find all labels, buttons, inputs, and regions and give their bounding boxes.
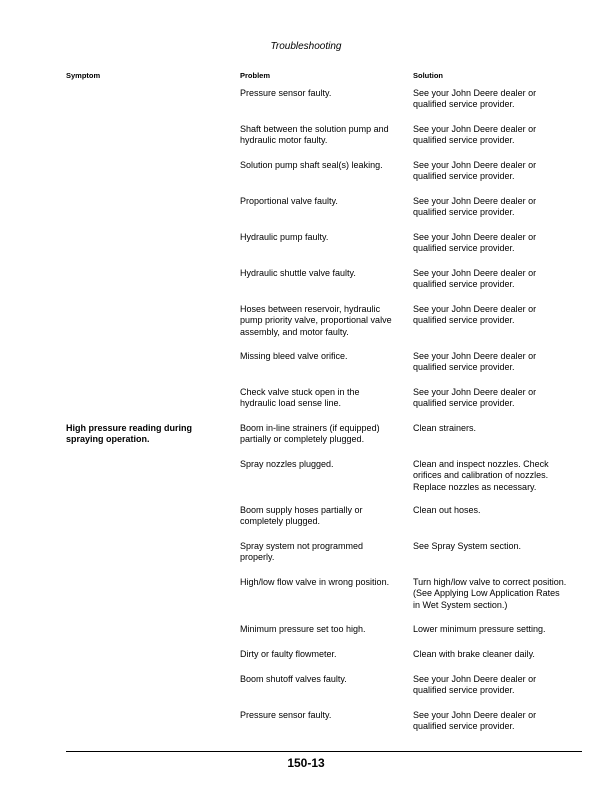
problem-cell: Boom shutoff valves faulty.	[240, 674, 347, 684]
solution-cell: See your John Deere dealer or qualified service provider.	[413, 387, 537, 409]
solution-cell: See your John Deere dealer or qualified service provider.	[413, 124, 537, 146]
problem-cell: Proportional valve faulty.	[240, 196, 338, 206]
footer-divider	[66, 751, 582, 752]
solution-cell: See your John Deere dealer or qualified service provider.	[413, 196, 537, 218]
column-header-symptom: Symptom	[66, 71, 101, 80]
solution-cell: Lower minimum pressure setting.	[413, 624, 546, 634]
solution-cell: Clean out hoses.	[413, 505, 481, 515]
solution-cell: See your John Deere dealer or qualified service provider.	[413, 268, 537, 290]
symptom-high-pressure: High pressure reading during spraying operation.	[66, 423, 193, 445]
problem-cell: Missing bleed valve orifice.	[240, 351, 348, 361]
problem-cell: Check valve stuck open in the hydraulic load sense line.	[240, 387, 360, 409]
problem-cell: Solution pump shaft seal(s) leaking.	[240, 160, 383, 170]
solution-cell: See your John Deere dealer or qualified service provider.	[413, 710, 537, 732]
solution-cell: See your John Deere dealer or qualified service provider.	[413, 304, 537, 326]
solution-cell: Clean and inspect nozzles. Check orifices and calibration of nozzles. Replace nozzles as necessary.	[413, 459, 549, 492]
problem-cell: Dirty or faulty flowmeter.	[240, 649, 337, 659]
column-header-solution: Solution	[413, 71, 443, 80]
problem-cell: Spray nozzles plugged.	[240, 459, 334, 469]
page-number: 150-13	[287, 756, 325, 770]
problem-cell: Hydraulic shuttle valve faulty.	[240, 268, 356, 278]
solution-cell: Clean strainers.	[413, 423, 477, 433]
solution-cell: See your John Deere dealer or qualified service provider.	[413, 160, 537, 182]
solution-cell: See your John Deere dealer or qualified service provider.	[413, 674, 537, 696]
solution-cell: See your John Deere dealer or qualified service provider.	[413, 232, 537, 254]
problem-cell: Pressure sensor faulty.	[240, 710, 332, 720]
page-header-title: Troubleshooting	[270, 41, 342, 52]
problem-cell: Spray system not programmed properly.	[240, 541, 364, 563]
problem-cell: Shaft between the solution pump and hydraulic motor faulty.	[240, 124, 389, 146]
solution-cell: See your John Deere dealer or qualified service provider.	[413, 351, 537, 373]
column-header-problem: Problem	[240, 71, 271, 80]
solution-cell: Turn high/low valve to correct position. (See Applying Low Application Rates in Wet System section.)	[413, 577, 567, 610]
solution-cell: Clean with brake cleaner daily.	[413, 649, 535, 659]
problem-cell: Boom supply hoses partially or completely plugged.	[240, 505, 363, 527]
solution-cell: See Spray System section.	[413, 541, 522, 551]
problem-cell: High/low flow valve in wrong position.	[240, 577, 390, 587]
problem-cell: Hoses between reservoir, hydraulic pump priority valve, proportional valve assembly, and motor faulty.	[240, 304, 392, 337]
problem-cell: Pressure sensor faulty.	[240, 88, 332, 98]
problem-cell: Boom in-line strainers (if equipped) partially or completely plugged.	[240, 423, 380, 445]
solution-cell: See your John Deere dealer or qualified service provider.	[413, 88, 537, 110]
problem-cell: Minimum pressure set too high.	[240, 624, 366, 634]
problem-cell: Hydraulic pump faulty.	[240, 232, 329, 242]
